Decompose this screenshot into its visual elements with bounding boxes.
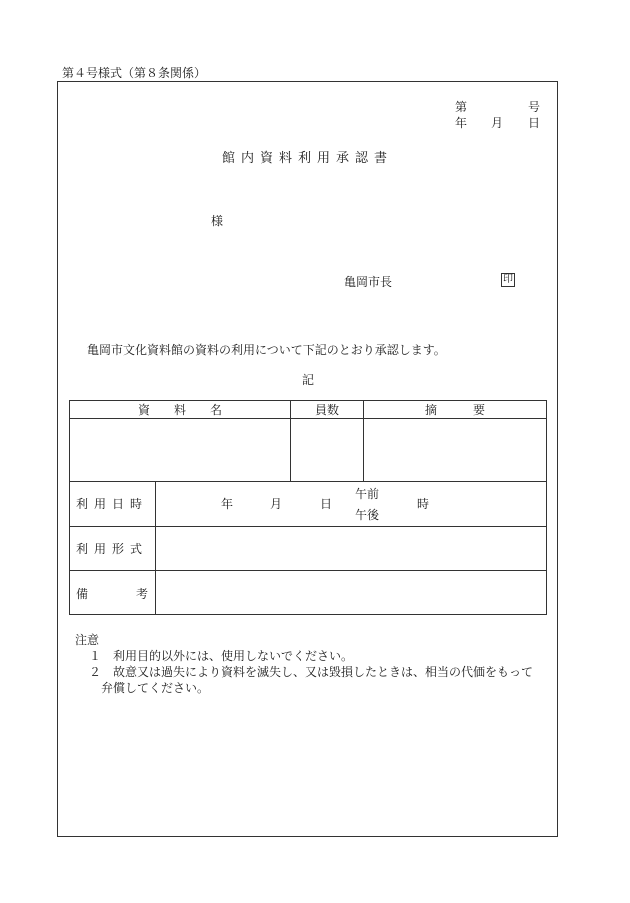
remarks-label [70, 570, 156, 614]
usage-form-cell[interactable] [156, 526, 547, 570]
notes-section [75, 632, 545, 696]
date-month: 月 [491, 116, 504, 130]
remarks-label-second: 考 [136, 586, 149, 601]
date-year: 年 [455, 116, 468, 130]
col-header-count: 員数 [291, 401, 364, 419]
usage-date-month: 月 [270, 497, 283, 511]
usage-date-year: 年 [221, 497, 234, 511]
col-header-summary: 摘 要 [364, 401, 547, 419]
remarks-label-first: 備 [76, 586, 89, 601]
addressee-suffix: 様 [211, 214, 224, 228]
form-number-label: 第４号様式（第８条関係） [62, 66, 207, 80]
usage-form-label: 利用形式 [70, 526, 156, 570]
seal-mark: 印 [503, 274, 513, 285]
usage-date-day: 日 [320, 497, 333, 511]
usage-pm: 午後 [355, 508, 380, 522]
count-cell[interactable] [291, 419, 364, 482]
notes-item-2: ２ 故意又は過失により資料を滅失し、又は毀損したときは、相当の代価をもって [89, 665, 534, 679]
usage-datetime-cell[interactable] [156, 482, 547, 526]
date-day: 日 [528, 116, 541, 130]
usage-datetime-label: 利用日時 [70, 482, 156, 526]
usage-hour: 時 [417, 497, 430, 511]
col-header-material-name: 資 料 名 [70, 401, 291, 419]
issuer: 亀岡市長 [344, 275, 393, 289]
usage-am: 午前 [355, 487, 380, 501]
materials-table [69, 400, 547, 482]
usage-table [69, 482, 547, 615]
number-prefix: 第 [455, 100, 468, 114]
body-text: 亀岡市文化資料館の資料の利用について下記のとおり承認します。 [87, 343, 446, 357]
remarks-cell[interactable] [156, 570, 547, 614]
notes-item-1: １ 利用目的以外には、使用しないでください。 [89, 649, 354, 663]
number-suffix: 号 [528, 100, 541, 114]
summary-cell[interactable] [364, 419, 547, 482]
document-title: 館内資料利用承認書 [222, 151, 394, 166]
notes-heading: 注意 [75, 633, 100, 647]
notes-item-2-continued: 弁償してください。 [101, 681, 210, 695]
material-name-cell[interactable] [70, 419, 291, 482]
ki-label: 記 [302, 373, 315, 387]
